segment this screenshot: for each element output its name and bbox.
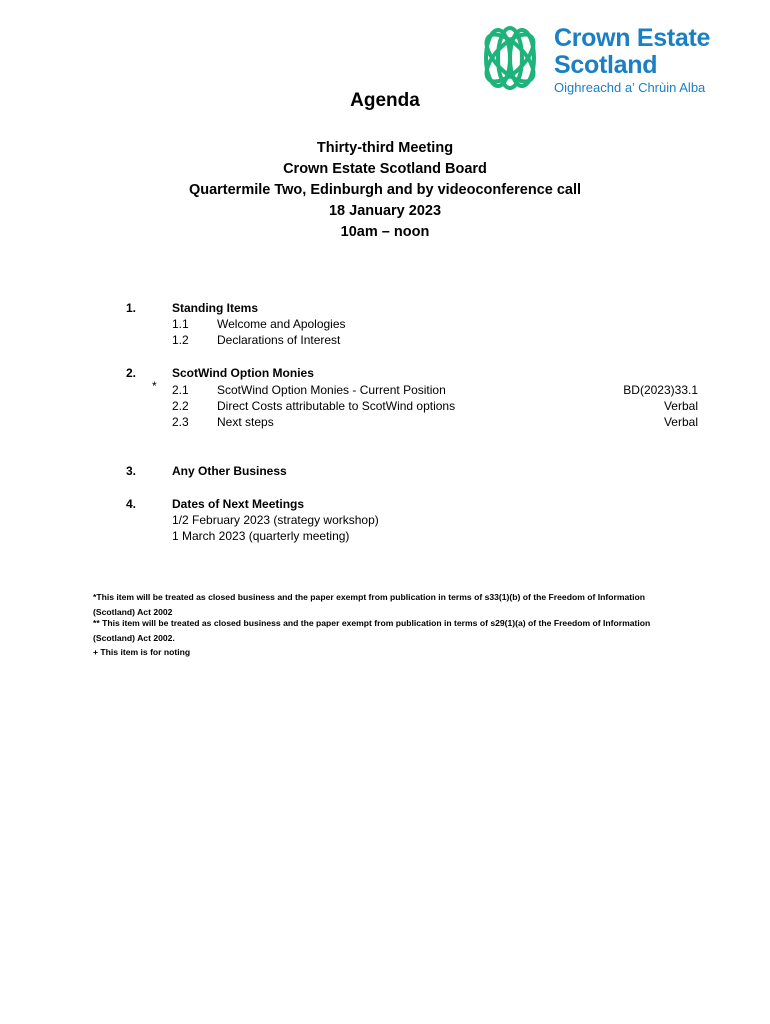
item-2-1-text: ScotWind Option Monies - Current Position (217, 383, 446, 397)
next-meeting-1: 1/2 February 2023 (strategy workshop) (172, 513, 379, 527)
item-1-2-number: 1.2 (172, 333, 189, 347)
item-2-1-ref: BD(2023)33.1 (623, 383, 698, 397)
item-3-title: Any Other Business (172, 464, 287, 478)
footnote-2: ** This item will be treated as closed business and the paper exempt from publication in terms of s29(1)(a) of the Freedom of Information (93, 618, 651, 628)
item-2-title: ScotWind Option Monies (172, 366, 314, 380)
item-1-title: Standing Items (172, 301, 259, 315)
page-title: Agenda (350, 90, 420, 111)
meeting-number: Thirty-third Meeting (316, 140, 454, 156)
item-2-number: 2. (126, 366, 137, 380)
item-1-1-text: Welcome and Apologies (217, 317, 346, 331)
logo-text-line2: Scotland (554, 51, 658, 79)
item-3-number: 3. (126, 464, 137, 478)
item-2-1-number: 2.1 (172, 383, 189, 397)
item-1-2-text: Declarations of Interest (217, 333, 341, 347)
logo-knot-icon (476, 24, 544, 92)
footnote-2-cont: (Scotland) Act 2002. (93, 633, 175, 643)
item-2-2-text: Direct Costs attributable to ScotWind options (217, 399, 456, 413)
item-1-1-number: 1.1 (172, 317, 189, 331)
board-name: Crown Estate Scotland Board (283, 161, 487, 177)
closed-business-marker: * (152, 379, 157, 393)
meeting-time: 10am – noon (340, 224, 430, 240)
crown-estate-scotland-logo (476, 24, 726, 100)
meeting-venue: Quartermile Two, Edinburgh and by videoconference call (188, 182, 582, 198)
item-2-3-text: Next steps (217, 415, 274, 429)
logo-text-line1: Crown Estate (554, 24, 711, 52)
item-2-3-number: 2.3 (172, 415, 189, 429)
footnote-1-cont: (Scotland) Act 2002 (93, 607, 173, 617)
item-4-title: Dates of Next Meetings (172, 497, 305, 511)
meeting-date: 18 January 2023 (328, 203, 442, 219)
item-2-2-number: 2.2 (172, 399, 189, 413)
logo-gaelic-text: Oighreachd a’ Chrùin Alba (554, 80, 706, 95)
next-meeting-2: 1 March 2023 (quarterly meeting) (172, 529, 350, 543)
item-1-number: 1. (126, 301, 137, 315)
footnote-3: + This item is for noting (93, 647, 191, 657)
item-2-2-ref: Verbal (663, 399, 698, 413)
item-2-3-ref: Verbal (663, 415, 698, 429)
footnote-1: *This item will be treated as closed business and the paper exempt from publication in terms of s33(1)(b) of the Freedom of Information (93, 592, 646, 602)
item-4-number: 4. (126, 497, 137, 511)
